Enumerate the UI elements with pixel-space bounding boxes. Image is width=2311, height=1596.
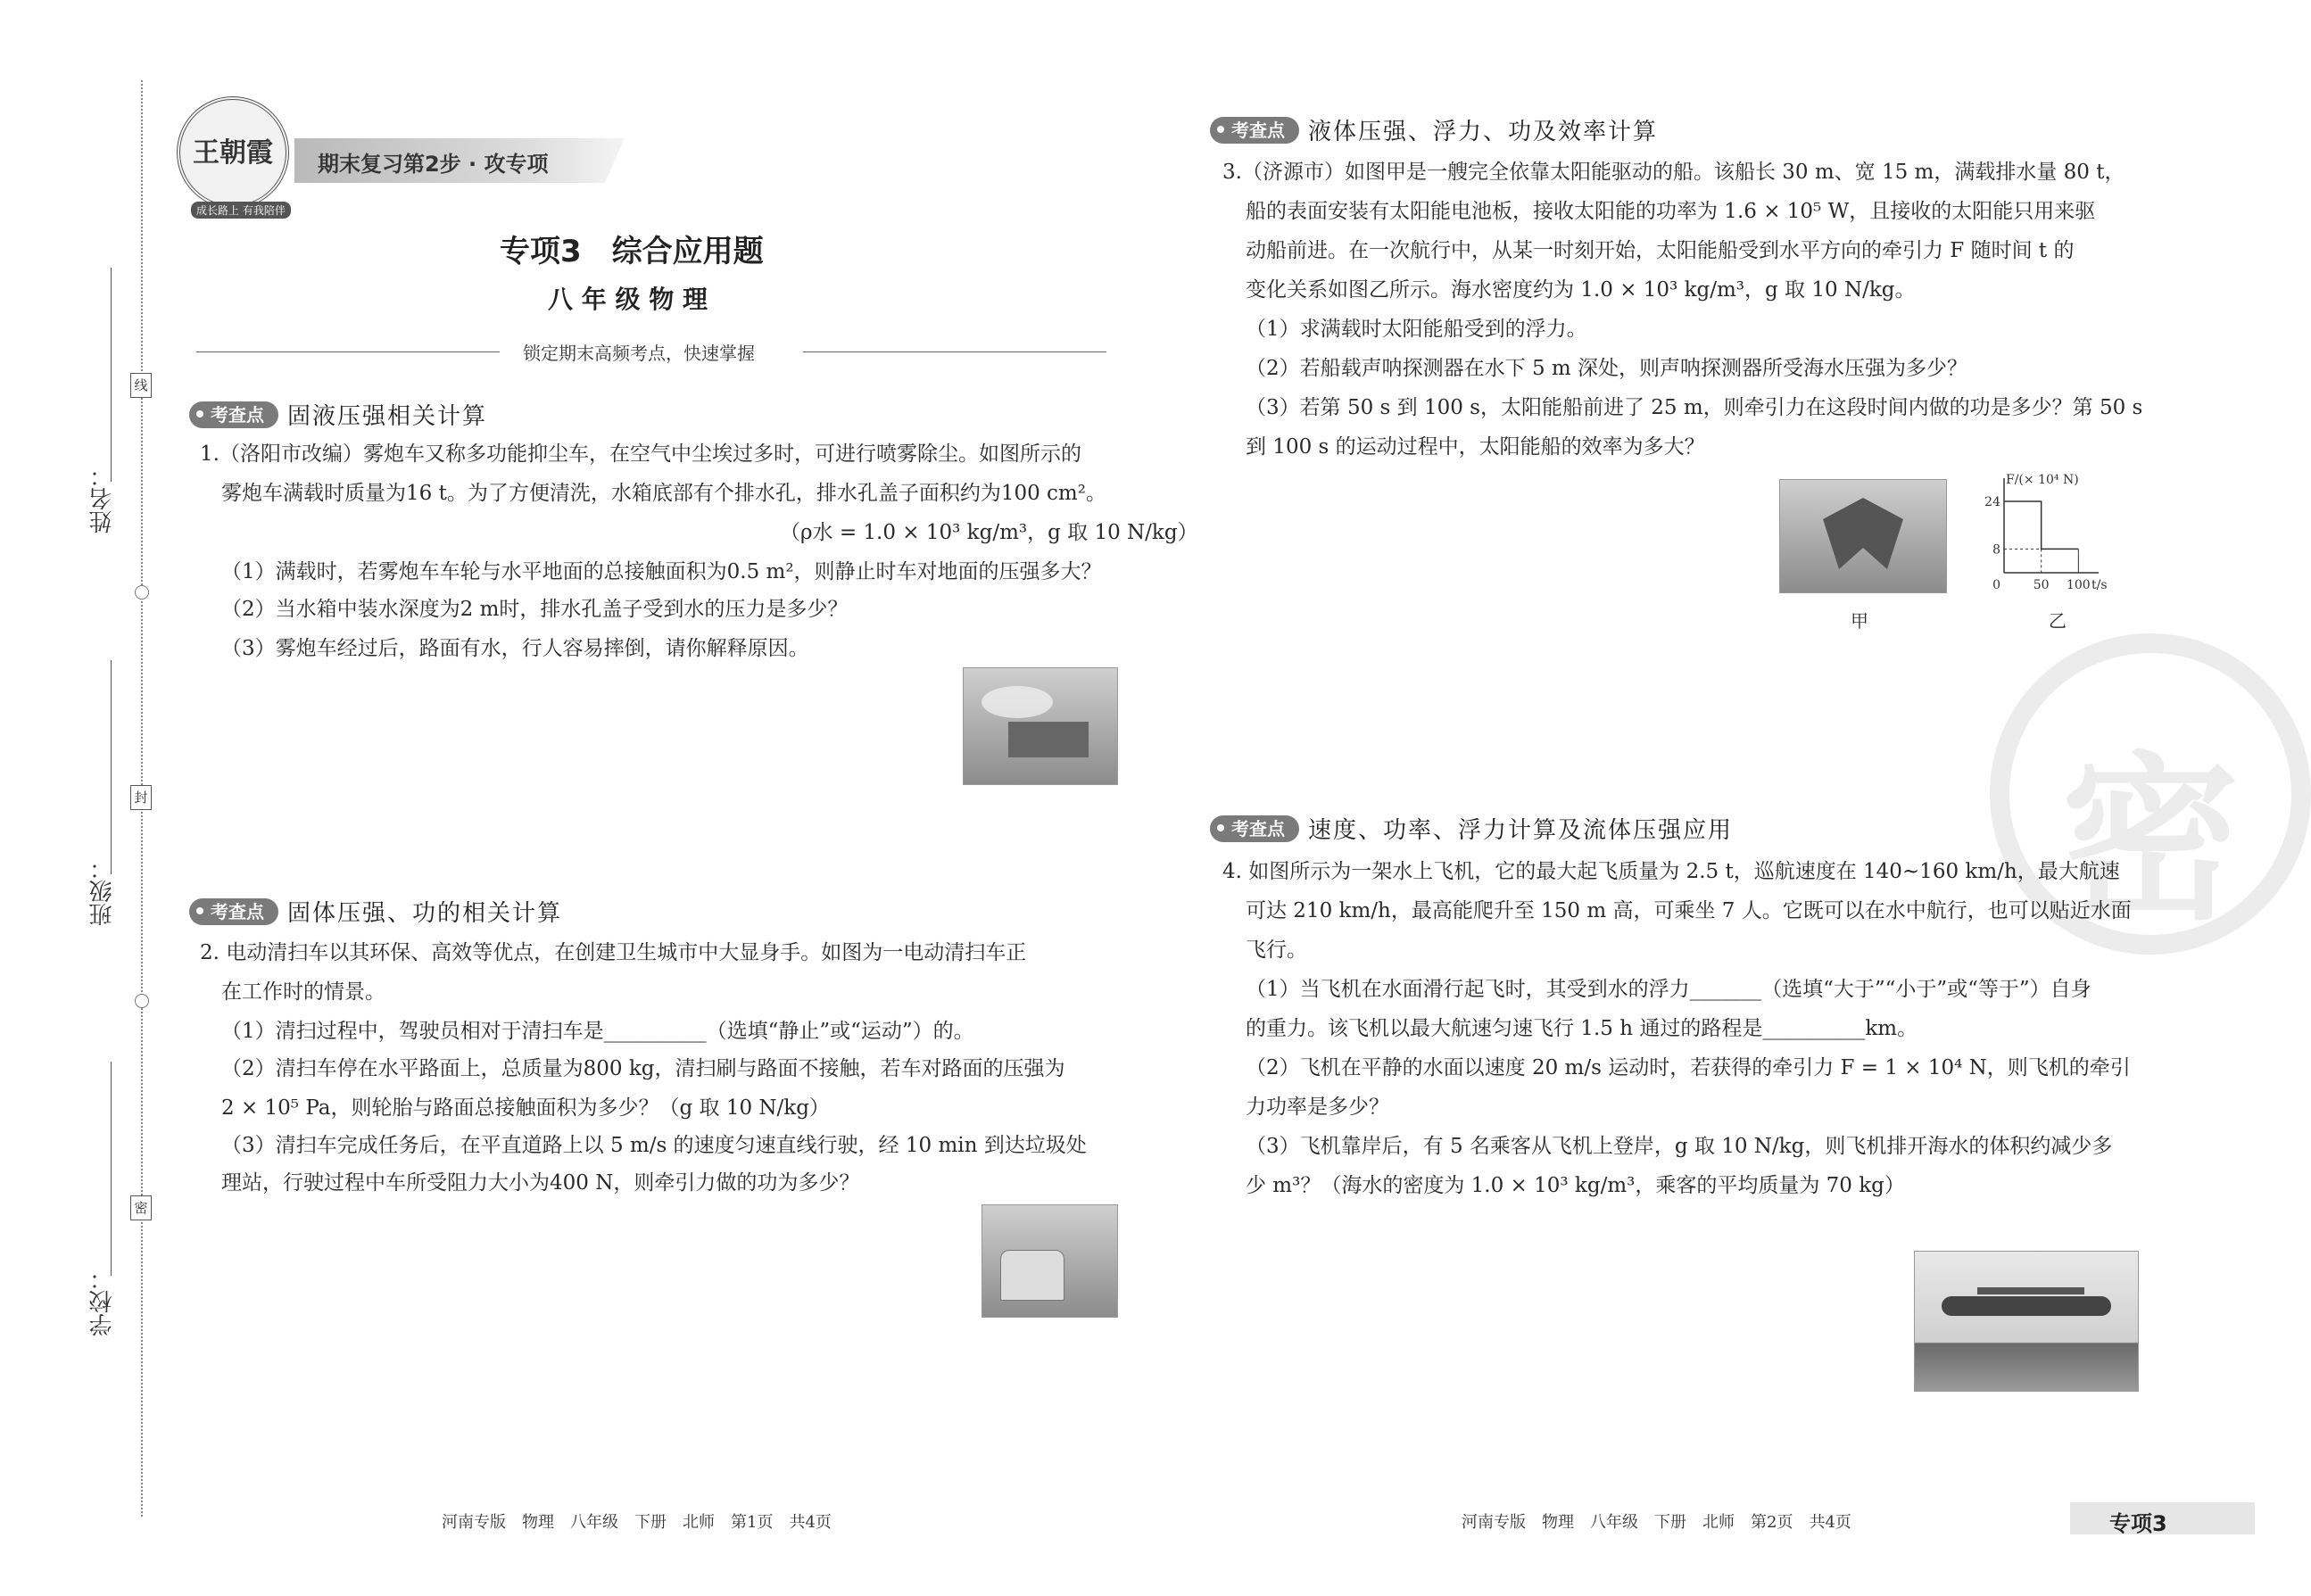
q3-line: 3.（济源市）如图甲是一艘完全依靠太阳能驱动的船。该船长 30 m、宽 15 m，满载排水量 80 t， xyxy=(1222,161,2125,184)
q4-line: 飞行。 xyxy=(1246,939,1307,962)
exam-point-tag: 考查点 xyxy=(1210,117,1299,144)
street-sweeper-photo xyxy=(982,1204,1118,1318)
footer-right: 河南专版 物理 八年级 下册 北师 第2页 共4页 xyxy=(1462,1513,1851,1532)
y-tick-label: 24 xyxy=(1984,495,2000,509)
tagline-rule-left xyxy=(196,351,500,352)
fig-label-jia: 甲 xyxy=(1851,610,1868,632)
footer-left: 河南专版 物理 八年级 下册 北师 第1页 共4页 xyxy=(442,1513,832,1532)
section-2-heading: 固体压强、功的相关计算 xyxy=(287,900,563,927)
q3-line: （2）若船载声呐探测器在水下 5 m 深处，则声呐探测器所受海水压强为多少？ xyxy=(1246,357,1968,380)
q3-line: 到 100 s 的运动过程中，太阳能船的效率为多大？ xyxy=(1246,435,1705,459)
q2-line: 理站，行驶过程中车所受阻力大小为400 N，则牵引力做的功为多少？ xyxy=(221,1171,860,1195)
q4-line: 少 m³？（海水的密度为 1.0 × 10³ kg/m³，乘客的平均质量为 70 kg） xyxy=(1246,1174,1905,1197)
tagline-rule-right xyxy=(803,351,1106,352)
q4-line: （1）当飞机在水面滑行起飞时，其受到水的浮力_______（选填“大于”“小于”或“等于”）自身 xyxy=(1246,978,2091,1001)
school-label: 学校： xyxy=(89,1267,116,1336)
x-tick-label: 100 xyxy=(2066,578,2091,592)
q1-line: 雾炮车满载时质量为16 t。为了方便清洗，水箱底部有个排水孔，排水孔盖子面积约为100 cm²。 xyxy=(221,482,1106,505)
name-label: 姓名： xyxy=(89,464,116,533)
fig-label-yi: 乙 xyxy=(2049,610,2067,632)
cut-char-line: 线 xyxy=(130,373,152,398)
q4-line: 4. 如图所示为一架水上飞机，它的最大起飞质量为 2.5 t，巡航速度在 140~160 km/h，最大航速 xyxy=(1222,860,2120,883)
punch-hole xyxy=(135,994,149,1008)
section-3-heading: 液体压强、浮力、功及效率计算 xyxy=(1308,119,1659,145)
exam-point-tag: 考查点 xyxy=(189,401,278,428)
seaplane-photo xyxy=(1914,1251,2139,1392)
q3-line: 船的表面安装有太阳能电池板，接收太阳能的功率为 1.6 × 10⁵ W，且接收的太阳能只用来驱 xyxy=(1246,200,2096,223)
name-blank[interactable] xyxy=(111,268,112,482)
q2-line: （3）清扫车完成任务后，在平直道路上以 5 m/s 的速度匀速直线行驶，经 10 min 到达垃圾处 xyxy=(221,1134,1087,1157)
section-1-heading: 固液压强相关计算 xyxy=(287,403,488,430)
q1-line: （3）雾炮车经过后，路面有水，行人容易摔倒，请你解释原因。 xyxy=(221,637,809,660)
section-4-heading: 速度、功率、浮力计算及流体压强应用 xyxy=(1308,817,1734,844)
q4-line: 可达 210 km/h，最高能爬升至 150 m 高，可乘坐 7 人。它既可以在水中航行，也可以贴近水面 xyxy=(1246,899,2132,922)
q2-line: 在工作时的情景。 xyxy=(221,980,385,1004)
q2-line: （2）清扫车停在水平路面上，总质量为800 kg，清扫刷与路面不接触，若车对路面的压强为 xyxy=(221,1057,1065,1080)
page-subtitle: 八 年 级 物 理 xyxy=(548,285,708,314)
brand-logo xyxy=(177,96,289,209)
page-title: 专项3 综合应用题 xyxy=(500,234,764,269)
header-banner-text: 期末复习第2步 · 攻专项 xyxy=(318,152,549,177)
q2-line: 2 × 10⁵ Pa，则轮胎与路面总接触面积为多少？（g 取 10 N/kg） xyxy=(221,1096,830,1120)
brand-name: 王朝霞 xyxy=(193,137,273,169)
brand-slogan: 成长路上 有我陪伴 xyxy=(191,202,291,219)
q3-line: （1）求满载时太阳能船受到的浮力。 xyxy=(1246,318,1587,341)
q3-line: 动船前进。在一次航行中，从某一时刻开始，太阳能船受到水平方向的牵引力 F 随时间 t 的 xyxy=(1246,239,2075,262)
exam-point-tag: 考查点 xyxy=(1210,815,1299,842)
punch-hole xyxy=(135,585,149,600)
watermark-seal: 密 xyxy=(1990,633,2311,955)
solar-boat-photo xyxy=(1779,479,1947,593)
q3-line: （3）若第 50 s 到 100 s，太阳能船前进了 25 m，则牵引力在这段时间内做的功是多少？第 50 s xyxy=(1246,396,2143,419)
q4-line: 的重力。该飞机以最大航速匀速飞行 1.5 h 通过的路程是__________km。 xyxy=(1246,1017,1918,1040)
page-badge: 专项3 xyxy=(2109,1511,2167,1536)
q1-line: （1）满载时，若雾炮车车轮与水平地面的总接触面积为0.5 m²，则静止时车对地面的压强多大？ xyxy=(221,560,1102,583)
q4-line: （3）飞机靠岸后，有 5 名乘客从飞机上登岸，g 取 10 N/kg，则飞机排开海水的体积约减少多 xyxy=(1246,1135,2113,1158)
exam-point-tag: 考查点 xyxy=(189,898,278,925)
x-tick-label: 0 xyxy=(1992,578,2000,592)
x-axis-label: t/s xyxy=(2091,578,2108,592)
q4-line: （2）飞机在平静的水面以速度 20 m/s 运动时，若获得的牵引力 F = 1 × 10⁴ N，则飞机的牵引 xyxy=(1246,1056,2131,1079)
cut-char-secret: 密 xyxy=(130,1195,152,1220)
q1-line: （ρ水 = 1.0 × 10³ kg/m³，g 取 10 N/kg） xyxy=(780,521,1198,544)
fog-cannon-truck-photo xyxy=(963,667,1118,785)
school-blank[interactable] xyxy=(111,1062,112,1276)
class-label: 班级： xyxy=(89,856,116,926)
q2-line: 2. 电动清扫车以其环保、高效等优点，在创建卫生城市中大显身手。如图为一电动清扫车正 xyxy=(200,941,1027,964)
y-axis-label: F/(× 10⁴ N) xyxy=(2006,473,2079,487)
force-series-line xyxy=(2004,501,2078,549)
class-blank[interactable] xyxy=(111,660,112,874)
x-tick-label: 50 xyxy=(2033,578,2050,592)
q2-line: （1）清扫过程中，驾驶员相对于清扫车是__________（选填“静止”或“运动”）的。 xyxy=(221,1020,974,1043)
force-time-chart xyxy=(1977,473,2108,592)
cut-char-seal: 封 xyxy=(130,785,152,810)
y-tick-label: 8 xyxy=(1992,542,2000,558)
q3-line: 变化关系如图乙所示。海水密度约为 1.0 × 10³ kg/m³，g 取 10 N/kg。 xyxy=(1246,278,1916,302)
q1-line: （2）当水箱中装水深度为2 m时，排水孔盖子受到水的压力是多少？ xyxy=(221,598,849,621)
q1-line: 1.（洛阳市改编）雾炮车又称多功能抑尘车，在空气中尘埃过多时，可进行喷雾除尘。如图所示的 xyxy=(200,442,1081,466)
q4-line: 力功率是多少？ xyxy=(1246,1096,1389,1119)
tagline: 锁定期末高频考点，快速掌握 xyxy=(523,343,755,364)
